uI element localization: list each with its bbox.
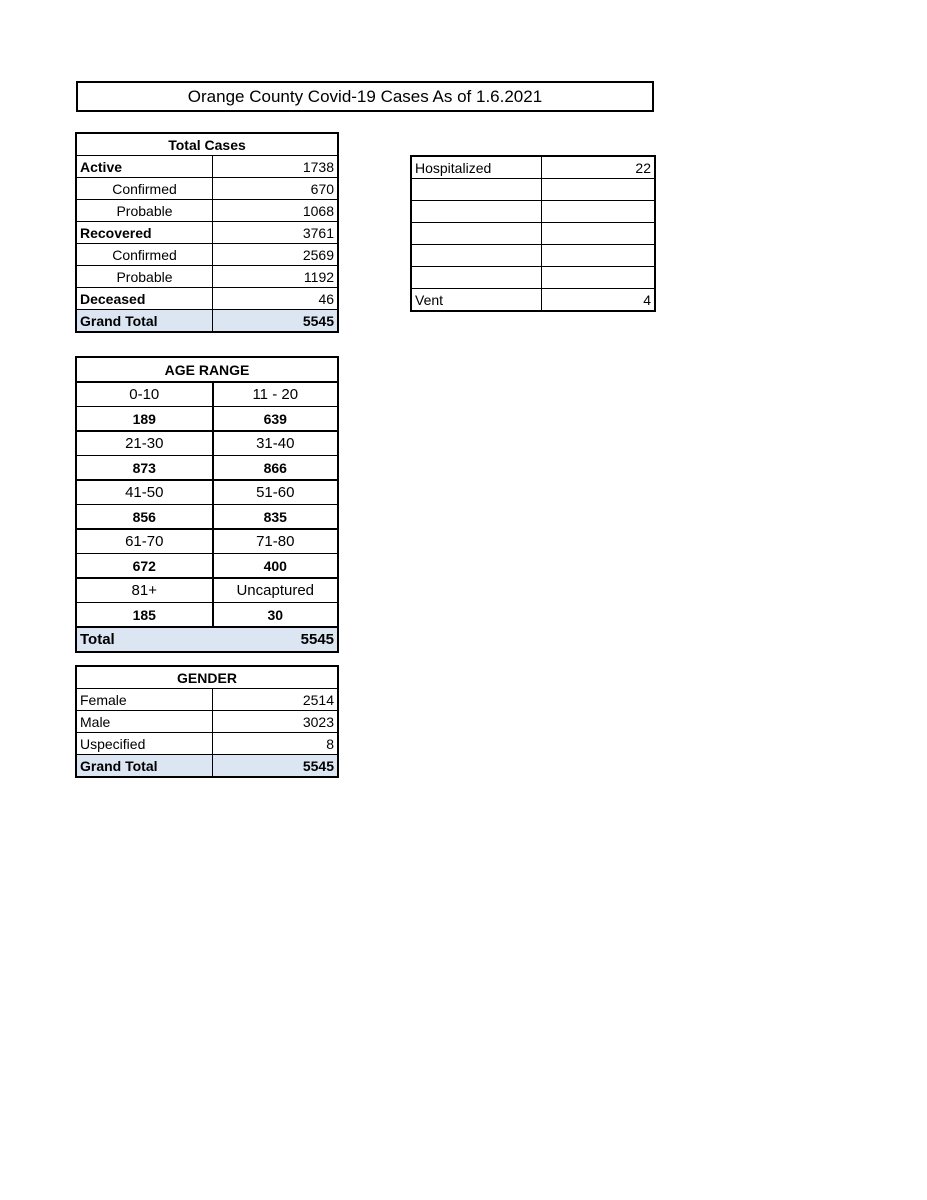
grand-total-row [77,310,338,332]
row-value: 3023 [213,711,338,733]
age-range-values [77,505,338,530]
age-range-label: 61-70 [77,529,213,554]
age-range-header: AGE RANGE [77,358,338,383]
age-range-value: 873 [77,456,213,481]
empty-row [412,179,655,201]
age-range-label: 21-30 [77,431,213,456]
age-range-label: 81+ [77,578,213,603]
vent-label: Vent [412,289,542,311]
gender-header: GENDER [77,667,338,689]
age-range-value: 400 [213,554,338,579]
age-range-labels [77,431,338,456]
table-row [77,200,338,222]
empty-row [412,223,655,245]
table-row [412,289,655,311]
age-range-table [76,357,338,652]
age-range-value: 866 [213,456,338,481]
row-label: Male [77,711,213,733]
gender-table [76,666,338,777]
row-label: Probable [77,266,213,288]
row-label: Probable [77,200,213,222]
table-row [77,178,338,200]
row-label: Confirmed [77,244,213,266]
total-row [77,627,338,652]
grand-total-value: 5545 [213,310,338,332]
table-row [77,711,338,733]
age-range-label: 51-60 [213,480,338,505]
vent-value: 4 [542,289,655,311]
table-row [77,244,338,266]
age-range-label: 11 - 20 [213,382,338,407]
age-range-label: 31-40 [213,431,338,456]
empty-row [412,201,655,223]
hospitalized-value: 22 [542,157,655,179]
age-range-label: 0-10 [77,382,213,407]
age-range-value: 30 [213,603,338,628]
row-value: 2569 [213,244,338,266]
table-row [77,689,338,711]
row-value: 1738 [213,156,338,178]
row-value: 8 [213,733,338,755]
age-range-values [77,407,338,432]
row-value: 3761 [213,222,338,244]
table-row [77,222,338,244]
age-range-label: 71-80 [213,529,338,554]
age-range-labels [77,480,338,505]
row-label: Confirmed [77,178,213,200]
page-title: Orange County Covid-19 Cases As of 1.6.2021 [76,81,654,112]
row-value: 46 [213,288,338,310]
table-row [77,733,338,755]
grand-total-label: Grand Total [77,310,213,332]
total-cases-table [76,133,338,332]
age-range-values [77,554,338,579]
empty-row [412,245,655,267]
row-label: Uspecified [77,733,213,755]
age-range-value: 672 [77,554,213,579]
age-range-value: 835 [213,505,338,530]
row-label: Deceased [77,288,213,310]
age-range-label: 41-50 [77,480,213,505]
row-label: Active [77,156,213,178]
age-range-labels [77,382,338,407]
row-value: 670 [213,178,338,200]
age-range-labels [77,529,338,554]
row-label: Female [77,689,213,711]
age-range-values [77,456,338,481]
table-row [77,266,338,288]
hospitalized-label: Hospitalized [412,157,542,179]
table-row [412,157,655,179]
age-range-value: 185 [77,603,213,628]
age-range-value: 189 [77,407,213,432]
table-row [77,156,338,178]
age-range-value: 639 [213,407,338,432]
age-range-value: 856 [77,505,213,530]
row-value: 1192 [213,266,338,288]
total-cases-header: Total Cases [77,134,338,156]
empty-row [412,267,655,289]
total-label: Total [77,627,213,652]
hospital-table [411,156,655,311]
grand-total-value: 5545 [213,755,338,777]
row-value: 2514 [213,689,338,711]
grand-total-row [77,755,338,777]
age-range-labels [77,578,338,603]
grand-total-label: Grand Total [77,755,213,777]
row-value: 1068 [213,200,338,222]
table-row [77,288,338,310]
total-value: 5545 [213,627,338,652]
age-range-values [77,603,338,628]
age-range-label: Uncaptured [213,578,338,603]
row-label: Recovered [77,222,213,244]
